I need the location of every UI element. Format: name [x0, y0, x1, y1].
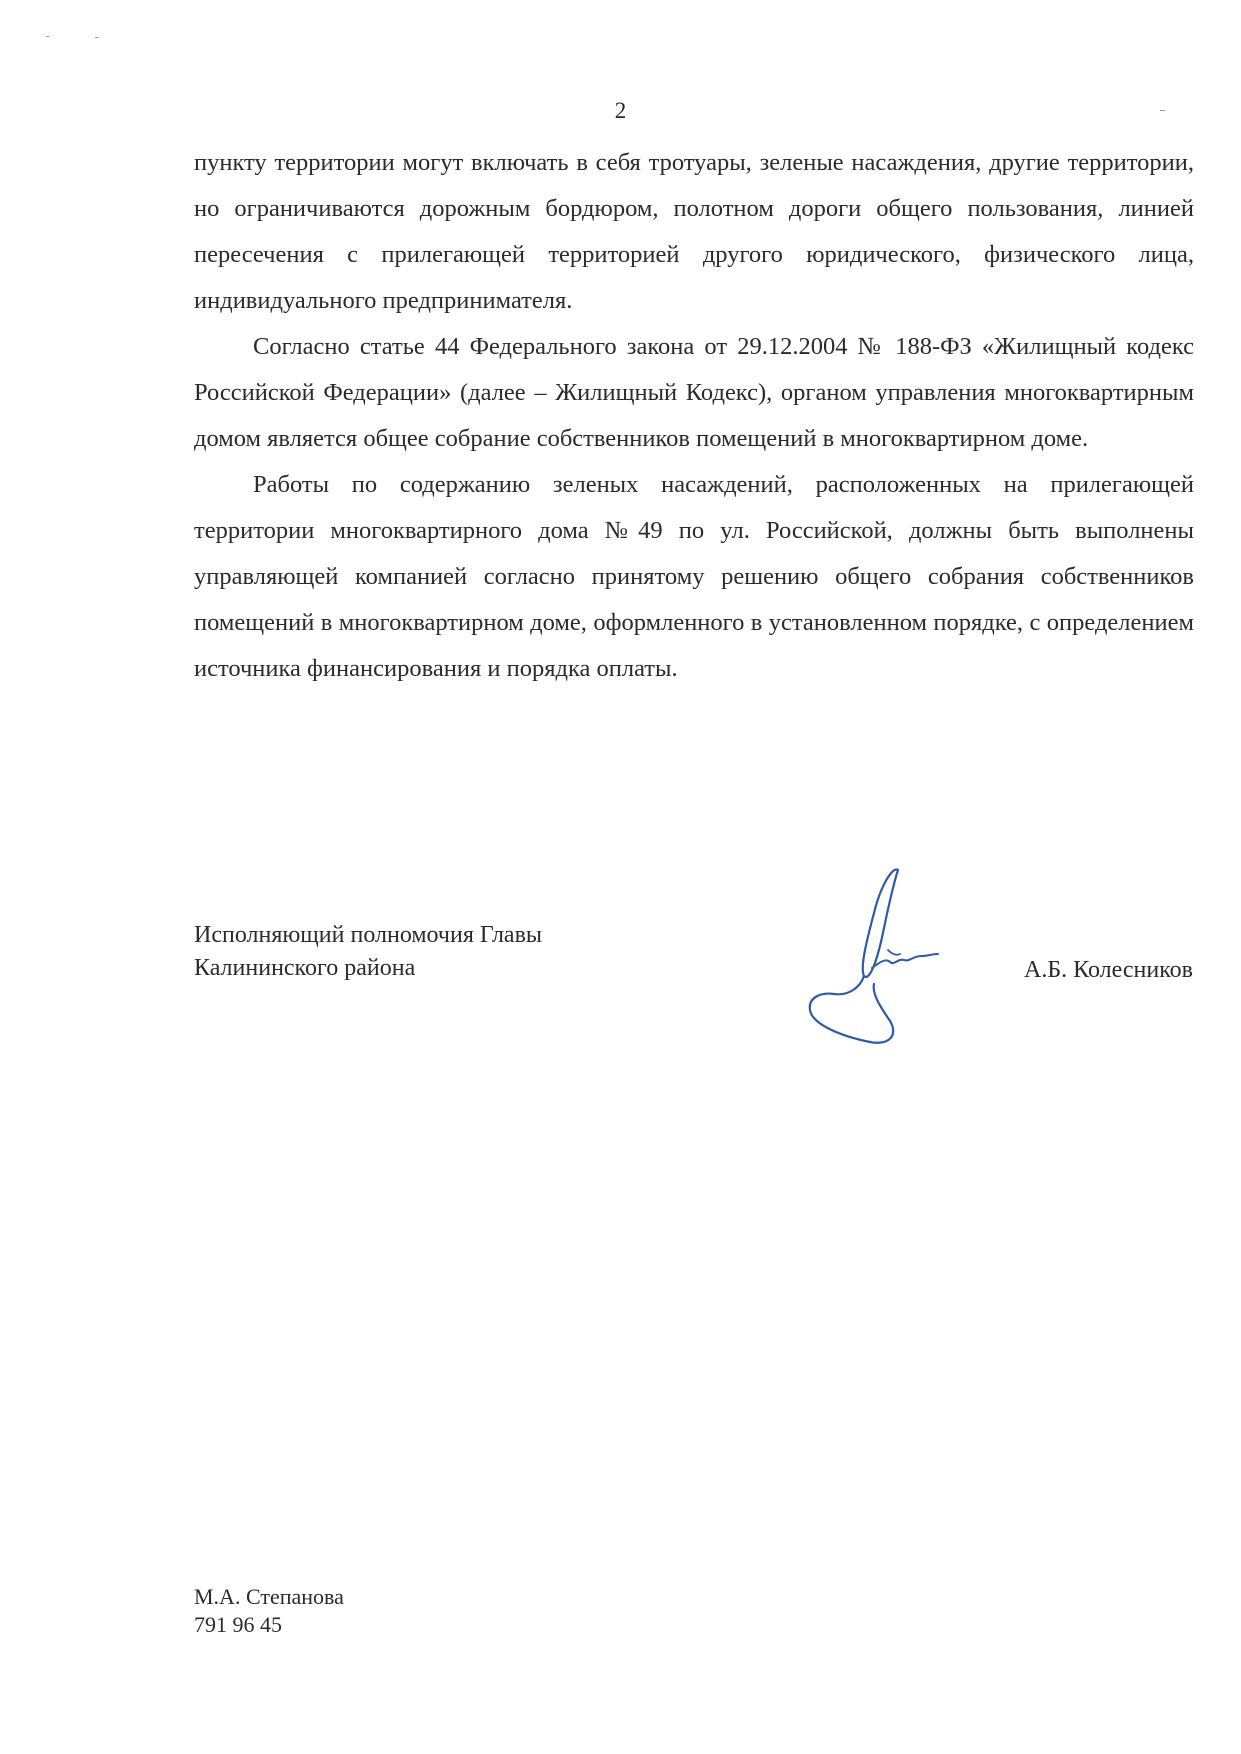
position-line-2: Калининского района: [194, 955, 416, 981]
paragraph-green-spaces: Работы по содержанию зеленых насаждений, расположенных на прилегающей территории многоквартирного дома №49 по ул. Российской, должны быть выполнены управляющей компанией согласно принятому решению общего собрания собственников помещений в многоквартирном доме, оформленного в установленном порядке, с определением источника финансирования и порядка оплаты.: [194, 471, 1194, 682]
scan-artifact: [46, 36, 49, 37]
paragraph-continuation: пункту территории могут включать в себя тротуары, зеленые насаждения, другие территории, но ограничиваются дорожным бордюром, полотном дороги общего пользования, линией пересечения с прилегающей территорией другого юридического, физического лица, индивидуального предпринимателя.: [194, 149, 1194, 314]
document-body: [194, 140, 1194, 692]
paragraph-housing-code: Согласно статье 44 Федерального закона от 29.12.2004 № 188-ФЗ «Жилищный кодекс Российской Федерации» (далее – Жилищный Кодекс), органом управления многоквартирным домом является общее собрание собственников помещений в многоквартирном доме.: [194, 333, 1194, 452]
contact-phone: 791 96 45: [194, 1612, 282, 1637]
handwritten-signature: [800, 858, 950, 1048]
page-number: 2: [614, 98, 627, 123]
scan-artifact: [95, 37, 99, 38]
position-line-1: Исполняющий полномочия Главы: [194, 922, 543, 948]
signatory-position: [194, 919, 542, 985]
signer-name: А.Б. Колесников: [1024, 957, 1193, 983]
contact-name: М.А. Степанова: [194, 1584, 344, 1609]
contact-info: [194, 1583, 344, 1639]
